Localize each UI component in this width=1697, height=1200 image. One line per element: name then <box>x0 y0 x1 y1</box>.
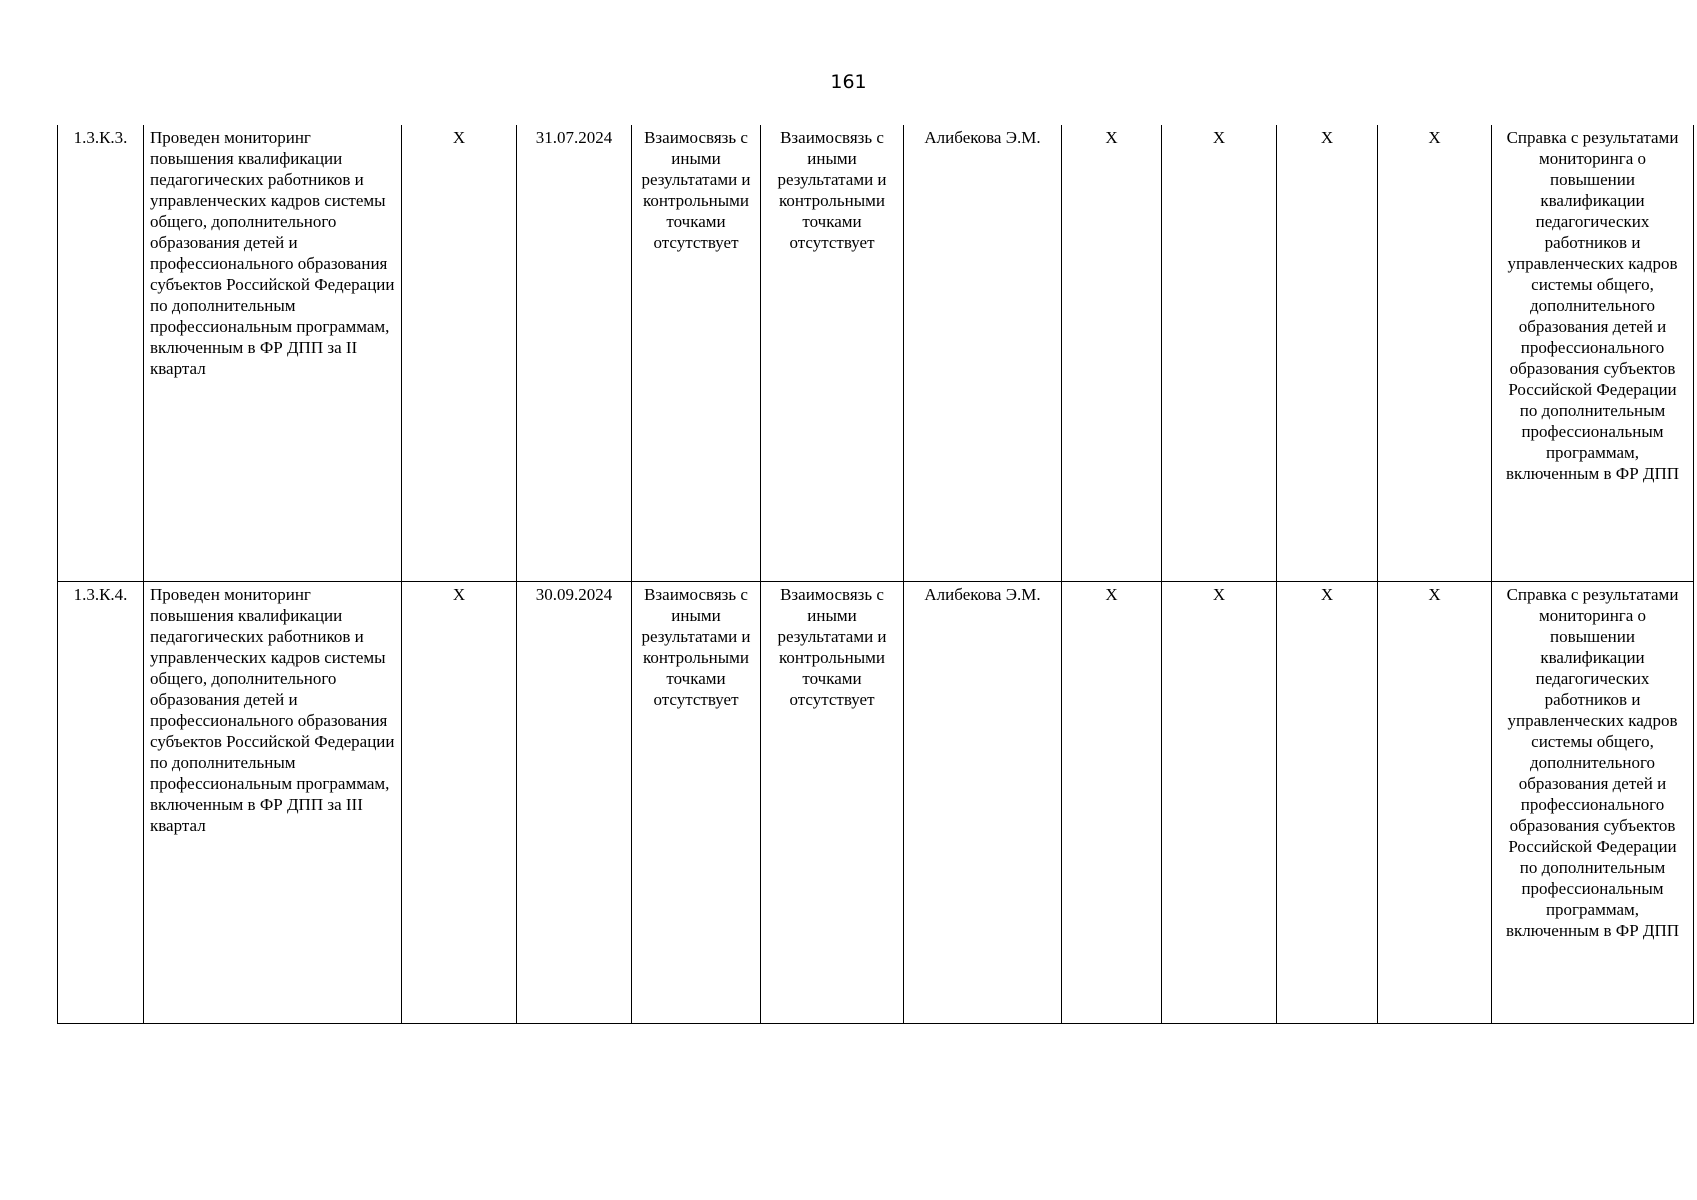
predecessor-link: Взаимосвязь с иными результатами и контрольными точками отсутствует <box>632 581 761 1023</box>
x-cell: Х <box>1378 125 1492 581</box>
x-cell: Х <box>1277 581 1378 1023</box>
predecessor-link: Взаимосвязь с иными результатами и контрольными точками отсутствует <box>632 125 761 581</box>
start-date: Х <box>402 581 517 1023</box>
x-cell: Х <box>1162 581 1277 1023</box>
end-date: 30.09.2024 <box>517 581 632 1023</box>
start-date: Х <box>402 125 517 581</box>
row-number: 1.3.К.4. <box>58 581 144 1023</box>
x-cell: Х <box>1062 125 1162 581</box>
successor-link: Взаимосвязь с иными результатами и контрольными точками отсутствует <box>761 581 904 1023</box>
responsible-person: Алибекова Э.М. <box>904 125 1062 581</box>
result-document: Справка с результатами мониторинга о повышении квалификации педагогических работников и управленческих кадров системы общего, дополнительного образования детей и профессионального образования субъектов Российской Федерации по дополнительным профессиональным программам, включенным в ФР ДПП <box>1492 125 1694 581</box>
x-cell: Х <box>1062 581 1162 1023</box>
event-description: Проведен мониторинг повышения квалификации педагогических работников и управленческих кадров системы общего, дополнительного образования детей и профессионального образования субъектов Российской Федерации по дополнительным профессиональным программам, включенным в ФР ДПП за III квартал <box>144 581 402 1023</box>
x-cell: Х <box>1378 581 1492 1023</box>
event-description: Проведен мониторинг повышения квалификации педагогических работников и управленческих кадров системы общего, дополнительного образования детей и профессионального образования субъектов Российской Федерации по дополнительным профессиональным программам, включенным в ФР ДПП за II квартал <box>144 125 402 581</box>
page-number: 161 <box>830 71 867 93</box>
x-cell: Х <box>1277 125 1378 581</box>
result-document: Справка с результатами мониторинга о повышении квалификации педагогических работников и управленческих кадров системы общего, дополнительного образования детей и профессионального образования субъектов Российской Федерации по дополнительным профессиональным программам, включенным в ФР ДПП <box>1492 581 1694 1023</box>
successor-link: Взаимосвязь с иными результатами и контрольными точками отсутствует <box>761 125 904 581</box>
table-row <box>58 581 1694 1023</box>
x-cell: Х <box>1162 125 1277 581</box>
row-number: 1.3.К.3. <box>58 125 144 581</box>
end-date: 31.07.2024 <box>517 125 632 581</box>
table-row <box>58 125 1694 581</box>
responsible-person: Алибекова Э.М. <box>904 581 1062 1023</box>
control-points-table <box>57 125 1694 1024</box>
